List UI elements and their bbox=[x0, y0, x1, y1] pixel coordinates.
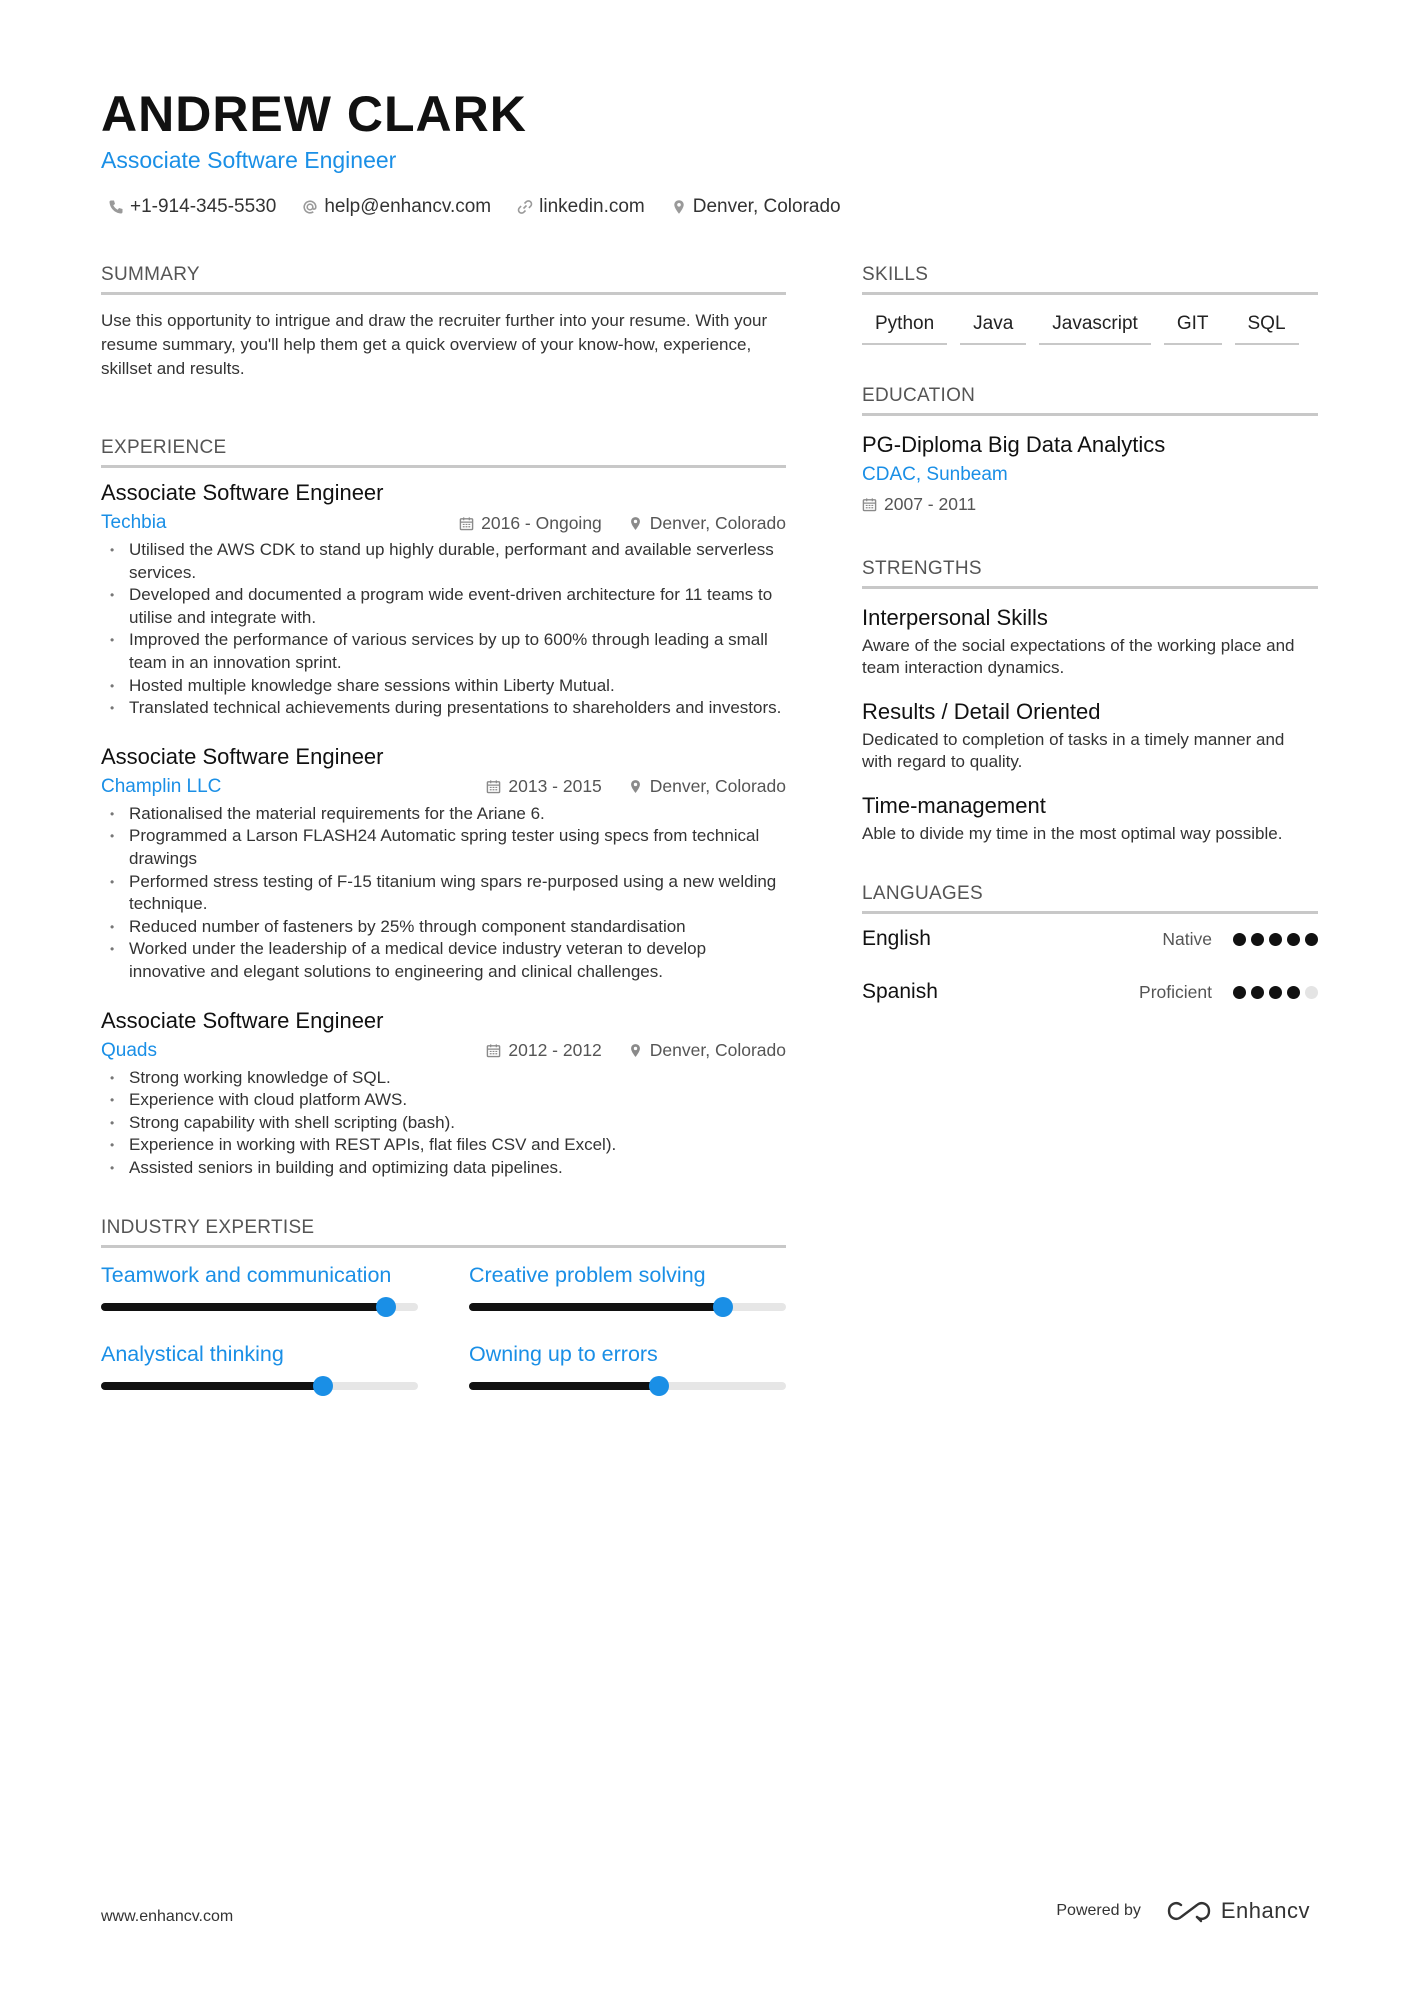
company-name[interactable]: Champlin LLC bbox=[101, 775, 222, 797]
language-name: Spanish bbox=[862, 980, 938, 1003]
expertise-bar-knob bbox=[649, 1376, 669, 1396]
expertise-item bbox=[101, 1262, 418, 1311]
job-bullets bbox=[101, 539, 786, 720]
strength-title: Results / Detail Oriented bbox=[862, 699, 1101, 724]
education-title: EDUCATION bbox=[862, 383, 1318, 416]
education-section bbox=[862, 383, 1318, 518]
job-location: Denver, Colorado bbox=[649, 776, 786, 797]
brand-name: Enhancv bbox=[1220, 1898, 1310, 1923]
location-icon bbox=[628, 516, 643, 531]
contact-phone[interactable] bbox=[108, 196, 276, 218]
expertise-bar-knob bbox=[376, 1297, 396, 1317]
rating-dot bbox=[1269, 986, 1282, 999]
expertise-label: Analystical thinking bbox=[101, 1342, 284, 1367]
location-icon bbox=[628, 779, 643, 794]
job-meta bbox=[101, 508, 786, 538]
job-dates-row bbox=[459, 513, 602, 534]
job-bullet: • Strong working knowledge of SQL. bbox=[101, 1067, 786, 1090]
company-name[interactable]: Techbia bbox=[101, 512, 167, 533]
calendar-icon bbox=[486, 779, 501, 794]
linkedin-text: linkedin.com bbox=[539, 196, 645, 217]
job-location-row bbox=[628, 513, 786, 534]
job-bullet: • Assisted seniors in building and optimizing data pipelines. bbox=[101, 1157, 786, 1180]
job-bullet: • Utilised the AWS CDK to stand up highly durable, performant and available serverless services. bbox=[101, 539, 786, 584]
expertise-label: Teamwork and communication bbox=[101, 1263, 392, 1288]
education-school: CDAC, Sunbeam bbox=[862, 464, 1008, 485]
job-title: Associate Software Engineer bbox=[101, 480, 384, 505]
strength-desc: Able to divide my time in the most optimal way possible. bbox=[862, 824, 1283, 843]
job-meta-right bbox=[460, 776, 786, 797]
language-row bbox=[862, 922, 1318, 956]
job-bullet: • Improved the performance of various services by up to 600% through leading a small team in an innovation sprint. bbox=[101, 629, 786, 674]
strengths-section bbox=[862, 556, 1318, 845]
phone-text: +1-914-345-5530 bbox=[130, 196, 277, 217]
job-bullet: • Hosted multiple knowledge share sessions within Liberty Mutual. bbox=[101, 675, 786, 698]
calendar-icon bbox=[459, 516, 474, 531]
summary-section bbox=[101, 262, 786, 381]
expertise-item bbox=[101, 1341, 418, 1390]
right-column bbox=[862, 262, 1318, 1028]
link-icon bbox=[517, 199, 533, 215]
job-dates: 2012 - 2012 bbox=[508, 1040, 602, 1060]
job-bullet: • Developed and documented a program wide event-driven architecture for 11 teams to utilise and integrate with. bbox=[101, 584, 786, 629]
left-column bbox=[101, 262, 786, 1390]
language-level: Proficient bbox=[1139, 981, 1212, 1002]
language-row bbox=[862, 975, 1318, 1009]
job-bullets bbox=[101, 1067, 786, 1180]
rating-dot bbox=[1233, 986, 1246, 999]
job-entry bbox=[101, 742, 786, 984]
job-bullet: • Performed stress testing of F-15 titanium wing spars re-purposed using a new welding technique. bbox=[101, 871, 786, 916]
calendar-icon bbox=[486, 1043, 501, 1058]
candidate-role: Associate Software Engineer bbox=[101, 147, 397, 173]
strength-item bbox=[862, 791, 1318, 845]
job-location-row bbox=[628, 776, 786, 797]
job-dates: 2016 - Ongoing bbox=[481, 512, 602, 533]
job-bullet: • Strong capability with shell scripting (bash). bbox=[101, 1112, 786, 1135]
expertise-bar-fill bbox=[469, 1303, 723, 1311]
strengths-title: STRENGTHS bbox=[862, 556, 1318, 589]
job-dates: 2013 - 2015 bbox=[508, 776, 602, 797]
expertise-bar-track bbox=[469, 1382, 786, 1390]
location-text: Denver, Colorado bbox=[692, 196, 841, 217]
job-bullet: • Translated technical achievements during presentations to shareholders and investors. bbox=[101, 697, 786, 720]
job-entry bbox=[101, 1006, 786, 1180]
job-title: Associate Software Engineer bbox=[101, 1007, 384, 1033]
job-location: Denver, Colorado bbox=[649, 1040, 786, 1060]
languages-section bbox=[862, 881, 1318, 1009]
expertise-bar-fill bbox=[101, 1303, 386, 1311]
candidate-name: ANDREW CLARK bbox=[101, 86, 527, 142]
company-name[interactable]: Quads bbox=[101, 1039, 157, 1061]
contact-bar bbox=[108, 192, 867, 222]
expertise-grid bbox=[101, 1262, 786, 1390]
job-bullet: • Experience with cloud platform AWS. bbox=[101, 1089, 786, 1112]
job-title: Associate Software Engineer bbox=[101, 743, 384, 769]
rating-dot bbox=[1305, 986, 1318, 999]
expertise-section bbox=[101, 1215, 786, 1390]
skill-tag: Javascript bbox=[1039, 311, 1151, 345]
skill-tag: SQL bbox=[1235, 311, 1299, 345]
strength-desc: Aware of the social expectations of the working place and team interaction dynamics. bbox=[862, 636, 1295, 677]
language-rating bbox=[1228, 986, 1318, 999]
skills-section bbox=[862, 262, 1318, 367]
rating-dot bbox=[1251, 933, 1264, 946]
strength-desc: Dedicated to completion of tasks in a timely manner and with regard to quality. bbox=[862, 730, 1285, 771]
job-meta bbox=[101, 1036, 786, 1066]
job-list bbox=[101, 478, 786, 1179]
strength-item bbox=[862, 697, 1318, 773]
location-icon bbox=[628, 1043, 643, 1058]
education-dates: 2007 - 2011 bbox=[884, 494, 977, 514]
expertise-bar-fill bbox=[469, 1382, 659, 1390]
rating-dot bbox=[1287, 933, 1300, 946]
job-bullets bbox=[101, 803, 786, 984]
job-bullet: • Programmed a Larson FLASH24 Automatic spring tester using specs from technical drawings bbox=[101, 825, 786, 870]
expertise-bar-track bbox=[101, 1303, 418, 1311]
email-text: help@enhancv.com bbox=[324, 196, 492, 217]
expertise-bar-track bbox=[469, 1303, 786, 1311]
strength-title: Time-management bbox=[862, 793, 1046, 818]
education-dates-row bbox=[862, 490, 1318, 518]
at-icon bbox=[302, 199, 318, 215]
powered-by-label: Powered by bbox=[1056, 1902, 1141, 1919]
expertise-bar-knob bbox=[313, 1376, 333, 1396]
job-meta-right bbox=[433, 513, 786, 534]
job-meta bbox=[101, 772, 786, 802]
rating-dot bbox=[1269, 933, 1282, 946]
expertise-bar-knob bbox=[713, 1297, 733, 1317]
job-bullet: • Rationalised the material requirements for the Ariane 6. bbox=[101, 803, 786, 826]
job-bullet: • Worked under the leadership of a medical device industry veteran to develop innovative and elegant solutions to engineering and clinical challenges. bbox=[101, 938, 786, 983]
skills-title: SKILLS bbox=[862, 262, 1318, 295]
language-level: Native bbox=[1162, 928, 1212, 949]
skill-list bbox=[862, 311, 1318, 367]
expertise-item bbox=[469, 1262, 786, 1311]
experience-section bbox=[101, 435, 786, 1179]
expertise-bar-track bbox=[101, 1382, 418, 1390]
education-degree: PG-Diploma Big Data Analytics bbox=[862, 432, 1166, 457]
enhancv-logo-icon bbox=[1167, 1899, 1211, 1923]
rating-dot bbox=[1233, 933, 1246, 946]
strength-title: Interpersonal Skills bbox=[862, 605, 1048, 630]
footer-website[interactable]: www.enhancv.com bbox=[101, 1908, 234, 1925]
expertise-label: Creative problem solving bbox=[469, 1263, 706, 1288]
expertise-title: INDUSTRY EXPERTISE bbox=[101, 1215, 786, 1248]
language-name: English bbox=[862, 927, 931, 950]
skill-tag: Java bbox=[960, 311, 1026, 345]
contact-email[interactable] bbox=[302, 196, 491, 218]
job-location-row bbox=[628, 1040, 786, 1061]
calendar-icon bbox=[862, 497, 877, 512]
skill-tag: GIT bbox=[1164, 311, 1222, 345]
job-location: Denver, Colorado bbox=[649, 512, 786, 533]
job-bullet: • Experience in working with REST APIs, flat files CSV and Excel). bbox=[101, 1134, 786, 1157]
brand-link[interactable] bbox=[1167, 1898, 1310, 1924]
job-bullet: • Reduced number of fasteners by 25% through component standardisation bbox=[101, 916, 786, 939]
contact-location bbox=[671, 196, 841, 218]
summary-text: Use this opportunity to intrigue and draw the recruiter further into your resume. With your resume summary, you'll help them get a quick overview of your know-how, experience, skillset and results. bbox=[101, 311, 768, 378]
location-icon bbox=[671, 199, 687, 215]
phone-icon bbox=[108, 199, 124, 215]
expertise-label: Owning up to errors bbox=[469, 1342, 658, 1367]
rating-dot bbox=[1305, 933, 1318, 946]
job-meta-right bbox=[460, 1040, 786, 1061]
expertise-bar-fill bbox=[101, 1382, 323, 1390]
strength-item bbox=[862, 603, 1318, 679]
footer-branding bbox=[1056, 1898, 1310, 1924]
language-list bbox=[862, 922, 1318, 1009]
summary-title: SUMMARY bbox=[101, 262, 786, 295]
languages-title: LANGUAGES bbox=[862, 881, 1318, 914]
job-dates-row bbox=[486, 1040, 601, 1061]
experience-title: EXPERIENCE bbox=[101, 435, 786, 468]
contact-linkedin[interactable] bbox=[517, 196, 645, 218]
rating-dot bbox=[1287, 986, 1300, 999]
expertise-item bbox=[469, 1341, 786, 1390]
skill-tag: Python bbox=[862, 311, 947, 345]
strength-list bbox=[862, 603, 1318, 845]
job-dates-row bbox=[486, 776, 601, 797]
rating-dot bbox=[1251, 986, 1264, 999]
language-rating bbox=[1228, 933, 1318, 946]
job-entry bbox=[101, 478, 786, 720]
